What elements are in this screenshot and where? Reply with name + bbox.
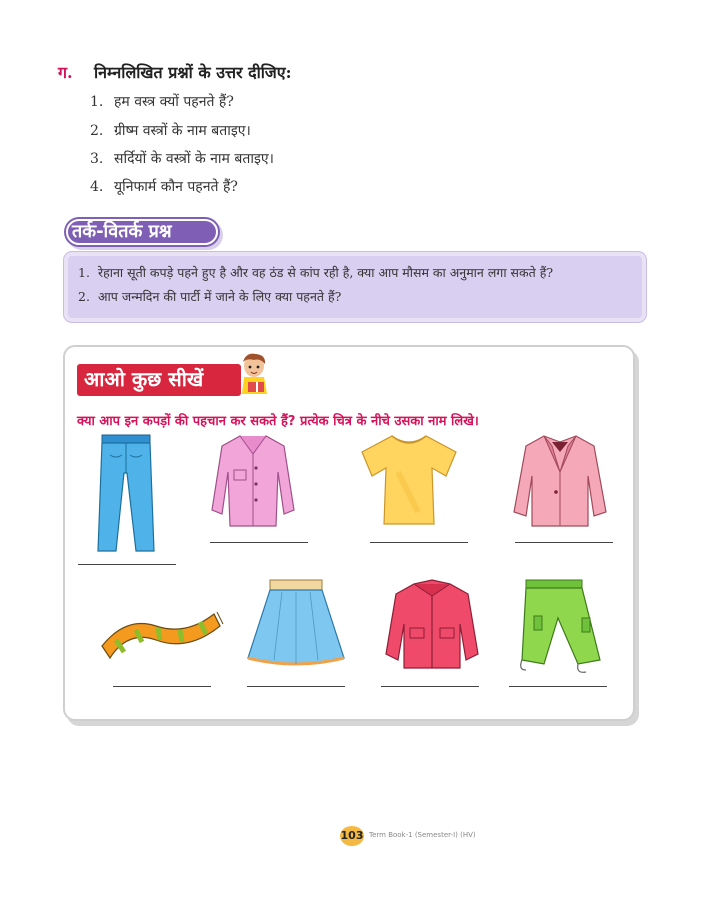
- question-item: [90, 149, 274, 168]
- question-text: आप जन्मदिन की पार्टी में जाने के लिए क्या पहनते हैं?: [98, 289, 342, 304]
- answer-line[interactable]: [370, 542, 468, 543]
- tark-vitark-question: [78, 264, 553, 281]
- jacket-icon: [384, 578, 480, 672]
- question-text: सर्दियों के वस्त्रों के नाम बताइए।: [114, 151, 274, 167]
- page-number: 103: [340, 826, 364, 846]
- scarf-icon: [96, 596, 224, 666]
- instruction-text: क्या आप इन कपड़ों की पहचान कर सकते हैं? प्रत्येक चित्र के नीचे उसका नाम लिखे।: [77, 414, 479, 429]
- question-item: [90, 92, 234, 111]
- question-number: 2.: [78, 289, 90, 304]
- jeans-icon: [96, 433, 156, 553]
- question-text: यूनिफार्म कौन पहनते हैं?: [114, 179, 238, 195]
- child-reading-icon: [232, 350, 280, 398]
- section-letter: ग.: [58, 63, 73, 82]
- answer-line[interactable]: [509, 686, 607, 687]
- learn-label: आओ कुछ सीखें: [84, 367, 204, 391]
- tark-vitark-box: [64, 252, 646, 322]
- question-number: 1.: [78, 265, 90, 280]
- question-number: 3.: [90, 151, 104, 167]
- question-text: ग्रीष्म वस्त्रों के नाम बताइए।: [114, 123, 251, 139]
- answer-line[interactable]: [381, 686, 479, 687]
- shorts-icon: [512, 578, 604, 674]
- question-item: [90, 177, 238, 196]
- answer-line[interactable]: [78, 564, 176, 565]
- tshirt-icon: [358, 432, 460, 528]
- section-title: निम्नलिखित प्रश्नों के उत्तर दीजिए:: [94, 63, 292, 82]
- question-number: 1.: [90, 94, 104, 110]
- answer-line[interactable]: [210, 542, 308, 543]
- question-number: 4.: [90, 179, 104, 195]
- footer-text: Term Book-1 (Semester-I) (HV): [369, 831, 476, 839]
- question-text: रेहाना सूती कपड़े पहने हुए है और वह ठंड से कांप रही है, क्या आप मौसम का अनुमान लगा सकते हैं?: [98, 265, 554, 280]
- question-text: हम वस्त्र क्यों पहनते हैं?: [114, 94, 234, 110]
- answer-line[interactable]: [515, 542, 613, 543]
- skirt-icon: [246, 578, 346, 670]
- blazer-icon: [512, 432, 608, 528]
- question-number: 2.: [90, 123, 104, 139]
- question-item: [90, 121, 251, 140]
- answer-line[interactable]: [247, 686, 345, 687]
- shirt-icon: [210, 432, 296, 528]
- tark-vitark-question: [78, 288, 341, 305]
- answer-line[interactable]: [113, 686, 211, 687]
- tark-vitark-title: तर्क-वितर्क प्रश्न: [72, 221, 172, 242]
